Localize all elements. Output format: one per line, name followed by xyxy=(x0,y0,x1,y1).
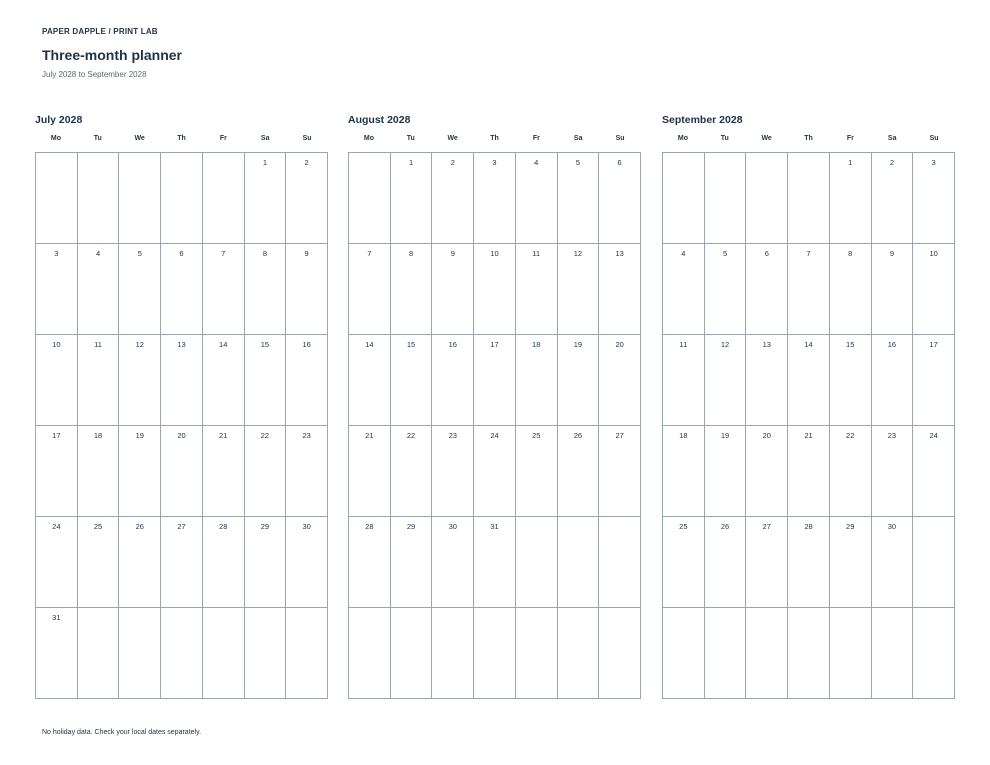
day-cell: 17 xyxy=(474,335,516,426)
weekday-label: Sa xyxy=(573,135,583,142)
day-cell: 12 xyxy=(119,335,161,426)
day-cell: 4 xyxy=(516,153,558,244)
day-cell: 29 xyxy=(830,517,872,608)
day-cell: 25 xyxy=(78,517,120,608)
day-cell: 16 xyxy=(872,335,914,426)
day-cell: 15 xyxy=(830,335,872,426)
day-cell: 11 xyxy=(78,335,120,426)
day-cell xyxy=(663,153,705,244)
day-cell xyxy=(78,153,120,244)
weekday-label: Su xyxy=(302,135,312,142)
day-cell xyxy=(663,608,705,699)
day-cell xyxy=(161,608,203,699)
day-cell: 2 xyxy=(432,153,474,244)
weekday-label: We xyxy=(447,135,458,142)
day-cell: 14 xyxy=(788,335,830,426)
day-cell xyxy=(872,608,914,699)
day-cell xyxy=(746,153,788,244)
day-cell xyxy=(830,608,872,699)
day-cell: 29 xyxy=(245,517,287,608)
day-cell xyxy=(203,608,245,699)
day-cell: 14 xyxy=(203,335,245,426)
page-subtitle: July 2028 to September 2028 xyxy=(42,70,147,79)
day-cell: 31 xyxy=(474,517,516,608)
weekday-label: Tu xyxy=(93,135,102,142)
day-cell: 6 xyxy=(599,153,641,244)
day-cell: 28 xyxy=(349,517,391,608)
day-cell: 4 xyxy=(663,244,705,335)
day-cell: 17 xyxy=(36,426,78,517)
weekday-label: Mo xyxy=(363,135,374,142)
day-cell: 18 xyxy=(78,426,120,517)
day-cell: 20 xyxy=(161,426,203,517)
day-cell: 11 xyxy=(516,244,558,335)
weekday-label: Sa xyxy=(260,135,270,142)
weekday-header-row xyxy=(35,128,328,152)
day-cell: 27 xyxy=(161,517,203,608)
day-cell xyxy=(119,153,161,244)
month-calendar xyxy=(662,113,955,699)
weekday-label: Su xyxy=(615,135,625,142)
day-cell: 21 xyxy=(788,426,830,517)
day-cell xyxy=(245,608,287,699)
day-cell: 5 xyxy=(119,244,161,335)
day-cell: 28 xyxy=(788,517,830,608)
day-cell xyxy=(788,608,830,699)
day-cell: 17 xyxy=(913,335,955,426)
day-cell xyxy=(746,608,788,699)
day-cell xyxy=(161,153,203,244)
day-cell: 3 xyxy=(913,153,955,244)
month-grid xyxy=(35,152,328,699)
day-cell: 2 xyxy=(286,153,328,244)
day-cell: 1 xyxy=(391,153,433,244)
day-cell xyxy=(705,153,747,244)
day-cell: 8 xyxy=(245,244,287,335)
weekday-label: Fr xyxy=(846,135,854,142)
footer-note: No holiday data. Check your local dates separately. xyxy=(42,729,202,736)
day-cell: 8 xyxy=(830,244,872,335)
day-cell: 30 xyxy=(286,517,328,608)
day-cell xyxy=(78,608,120,699)
page-title: Three-month planner xyxy=(42,47,183,63)
day-cell: 21 xyxy=(349,426,391,517)
day-cell: 12 xyxy=(558,244,600,335)
weekday-label: We xyxy=(134,135,145,142)
day-cell: 7 xyxy=(203,244,245,335)
day-cell: 16 xyxy=(286,335,328,426)
day-cell: 15 xyxy=(391,335,433,426)
day-cell: 26 xyxy=(119,517,161,608)
day-cell: 19 xyxy=(558,335,600,426)
day-cell: 11 xyxy=(663,335,705,426)
day-cell: 2 xyxy=(872,153,914,244)
day-cell: 3 xyxy=(474,153,516,244)
day-cell: 25 xyxy=(516,426,558,517)
day-cell xyxy=(788,153,830,244)
day-cell: 31 xyxy=(36,608,78,699)
weekday-label: Tu xyxy=(720,135,729,142)
day-cell xyxy=(913,517,955,608)
day-cell xyxy=(119,608,161,699)
day-cell xyxy=(391,608,433,699)
day-cell: 30 xyxy=(432,517,474,608)
day-cell: 7 xyxy=(788,244,830,335)
month-title: August 2028 xyxy=(348,114,411,126)
day-cell: 10 xyxy=(474,244,516,335)
day-cell: 22 xyxy=(391,426,433,517)
weekday-label: Mo xyxy=(677,135,688,142)
month-grid xyxy=(348,152,641,699)
day-cell: 5 xyxy=(558,153,600,244)
day-cell: 23 xyxy=(872,426,914,517)
day-cell: 13 xyxy=(161,335,203,426)
day-cell xyxy=(558,608,600,699)
weekday-header-row xyxy=(662,128,955,152)
day-cell: 6 xyxy=(746,244,788,335)
weekday-label: Sa xyxy=(887,135,897,142)
day-cell: 29 xyxy=(391,517,433,608)
day-cell xyxy=(913,608,955,699)
day-cell: 23 xyxy=(286,426,328,517)
day-cell: 10 xyxy=(36,335,78,426)
month-title: September 2028 xyxy=(662,114,743,126)
day-cell: 28 xyxy=(203,517,245,608)
day-cell: 1 xyxy=(830,153,872,244)
day-cell: 22 xyxy=(245,426,287,517)
day-cell xyxy=(705,608,747,699)
day-cell: 25 xyxy=(663,517,705,608)
day-cell: 9 xyxy=(872,244,914,335)
weekday-label: Fr xyxy=(219,135,227,142)
day-cell: 23 xyxy=(432,426,474,517)
weekday-label: Th xyxy=(804,135,813,142)
day-cell: 20 xyxy=(746,426,788,517)
day-cell: 1 xyxy=(245,153,287,244)
brand-label: PAPER DAPPLE / PRINT LAB xyxy=(42,27,158,36)
day-cell: 21 xyxy=(203,426,245,517)
day-cell: 16 xyxy=(432,335,474,426)
weekday-label: Su xyxy=(929,135,939,142)
day-cell: 24 xyxy=(474,426,516,517)
day-cell xyxy=(349,153,391,244)
day-cell: 26 xyxy=(558,426,600,517)
day-cell: 6 xyxy=(161,244,203,335)
weekday-label: We xyxy=(761,135,772,142)
day-cell: 19 xyxy=(705,426,747,517)
day-cell xyxy=(349,608,391,699)
day-cell: 19 xyxy=(119,426,161,517)
day-cell xyxy=(432,608,474,699)
month-grid xyxy=(662,152,955,699)
day-cell xyxy=(558,517,600,608)
month-calendar xyxy=(348,113,641,699)
day-cell: 24 xyxy=(913,426,955,517)
month-calendar xyxy=(35,113,328,699)
day-cell xyxy=(286,608,328,699)
day-cell: 18 xyxy=(663,426,705,517)
day-cell xyxy=(599,517,641,608)
day-cell: 18 xyxy=(516,335,558,426)
day-cell: 8 xyxy=(391,244,433,335)
weekday-label: Tu xyxy=(406,135,415,142)
day-cell xyxy=(599,608,641,699)
day-cell: 7 xyxy=(349,244,391,335)
day-cell: 9 xyxy=(432,244,474,335)
day-cell: 22 xyxy=(830,426,872,517)
day-cell xyxy=(203,153,245,244)
day-cell xyxy=(516,517,558,608)
weekday-header-row xyxy=(348,128,641,152)
day-cell: 30 xyxy=(872,517,914,608)
weekday-label: Th xyxy=(490,135,499,142)
day-cell: 24 xyxy=(36,517,78,608)
day-cell: 4 xyxy=(78,244,120,335)
weekday-label: Fr xyxy=(532,135,540,142)
weekday-label: Mo xyxy=(50,135,61,142)
day-cell: 12 xyxy=(705,335,747,426)
day-cell: 13 xyxy=(599,244,641,335)
month-title: July 2028 xyxy=(35,114,83,126)
day-cell xyxy=(516,608,558,699)
day-cell: 10 xyxy=(913,244,955,335)
weekday-label: Th xyxy=(177,135,186,142)
day-cell: 5 xyxy=(705,244,747,335)
day-cell: 15 xyxy=(245,335,287,426)
day-cell: 26 xyxy=(705,517,747,608)
day-cell: 27 xyxy=(599,426,641,517)
day-cell: 20 xyxy=(599,335,641,426)
day-cell: 9 xyxy=(286,244,328,335)
day-cell xyxy=(36,153,78,244)
day-cell: 27 xyxy=(746,517,788,608)
day-cell: 13 xyxy=(746,335,788,426)
day-cell: 3 xyxy=(36,244,78,335)
day-cell xyxy=(474,608,516,699)
day-cell: 14 xyxy=(349,335,391,426)
